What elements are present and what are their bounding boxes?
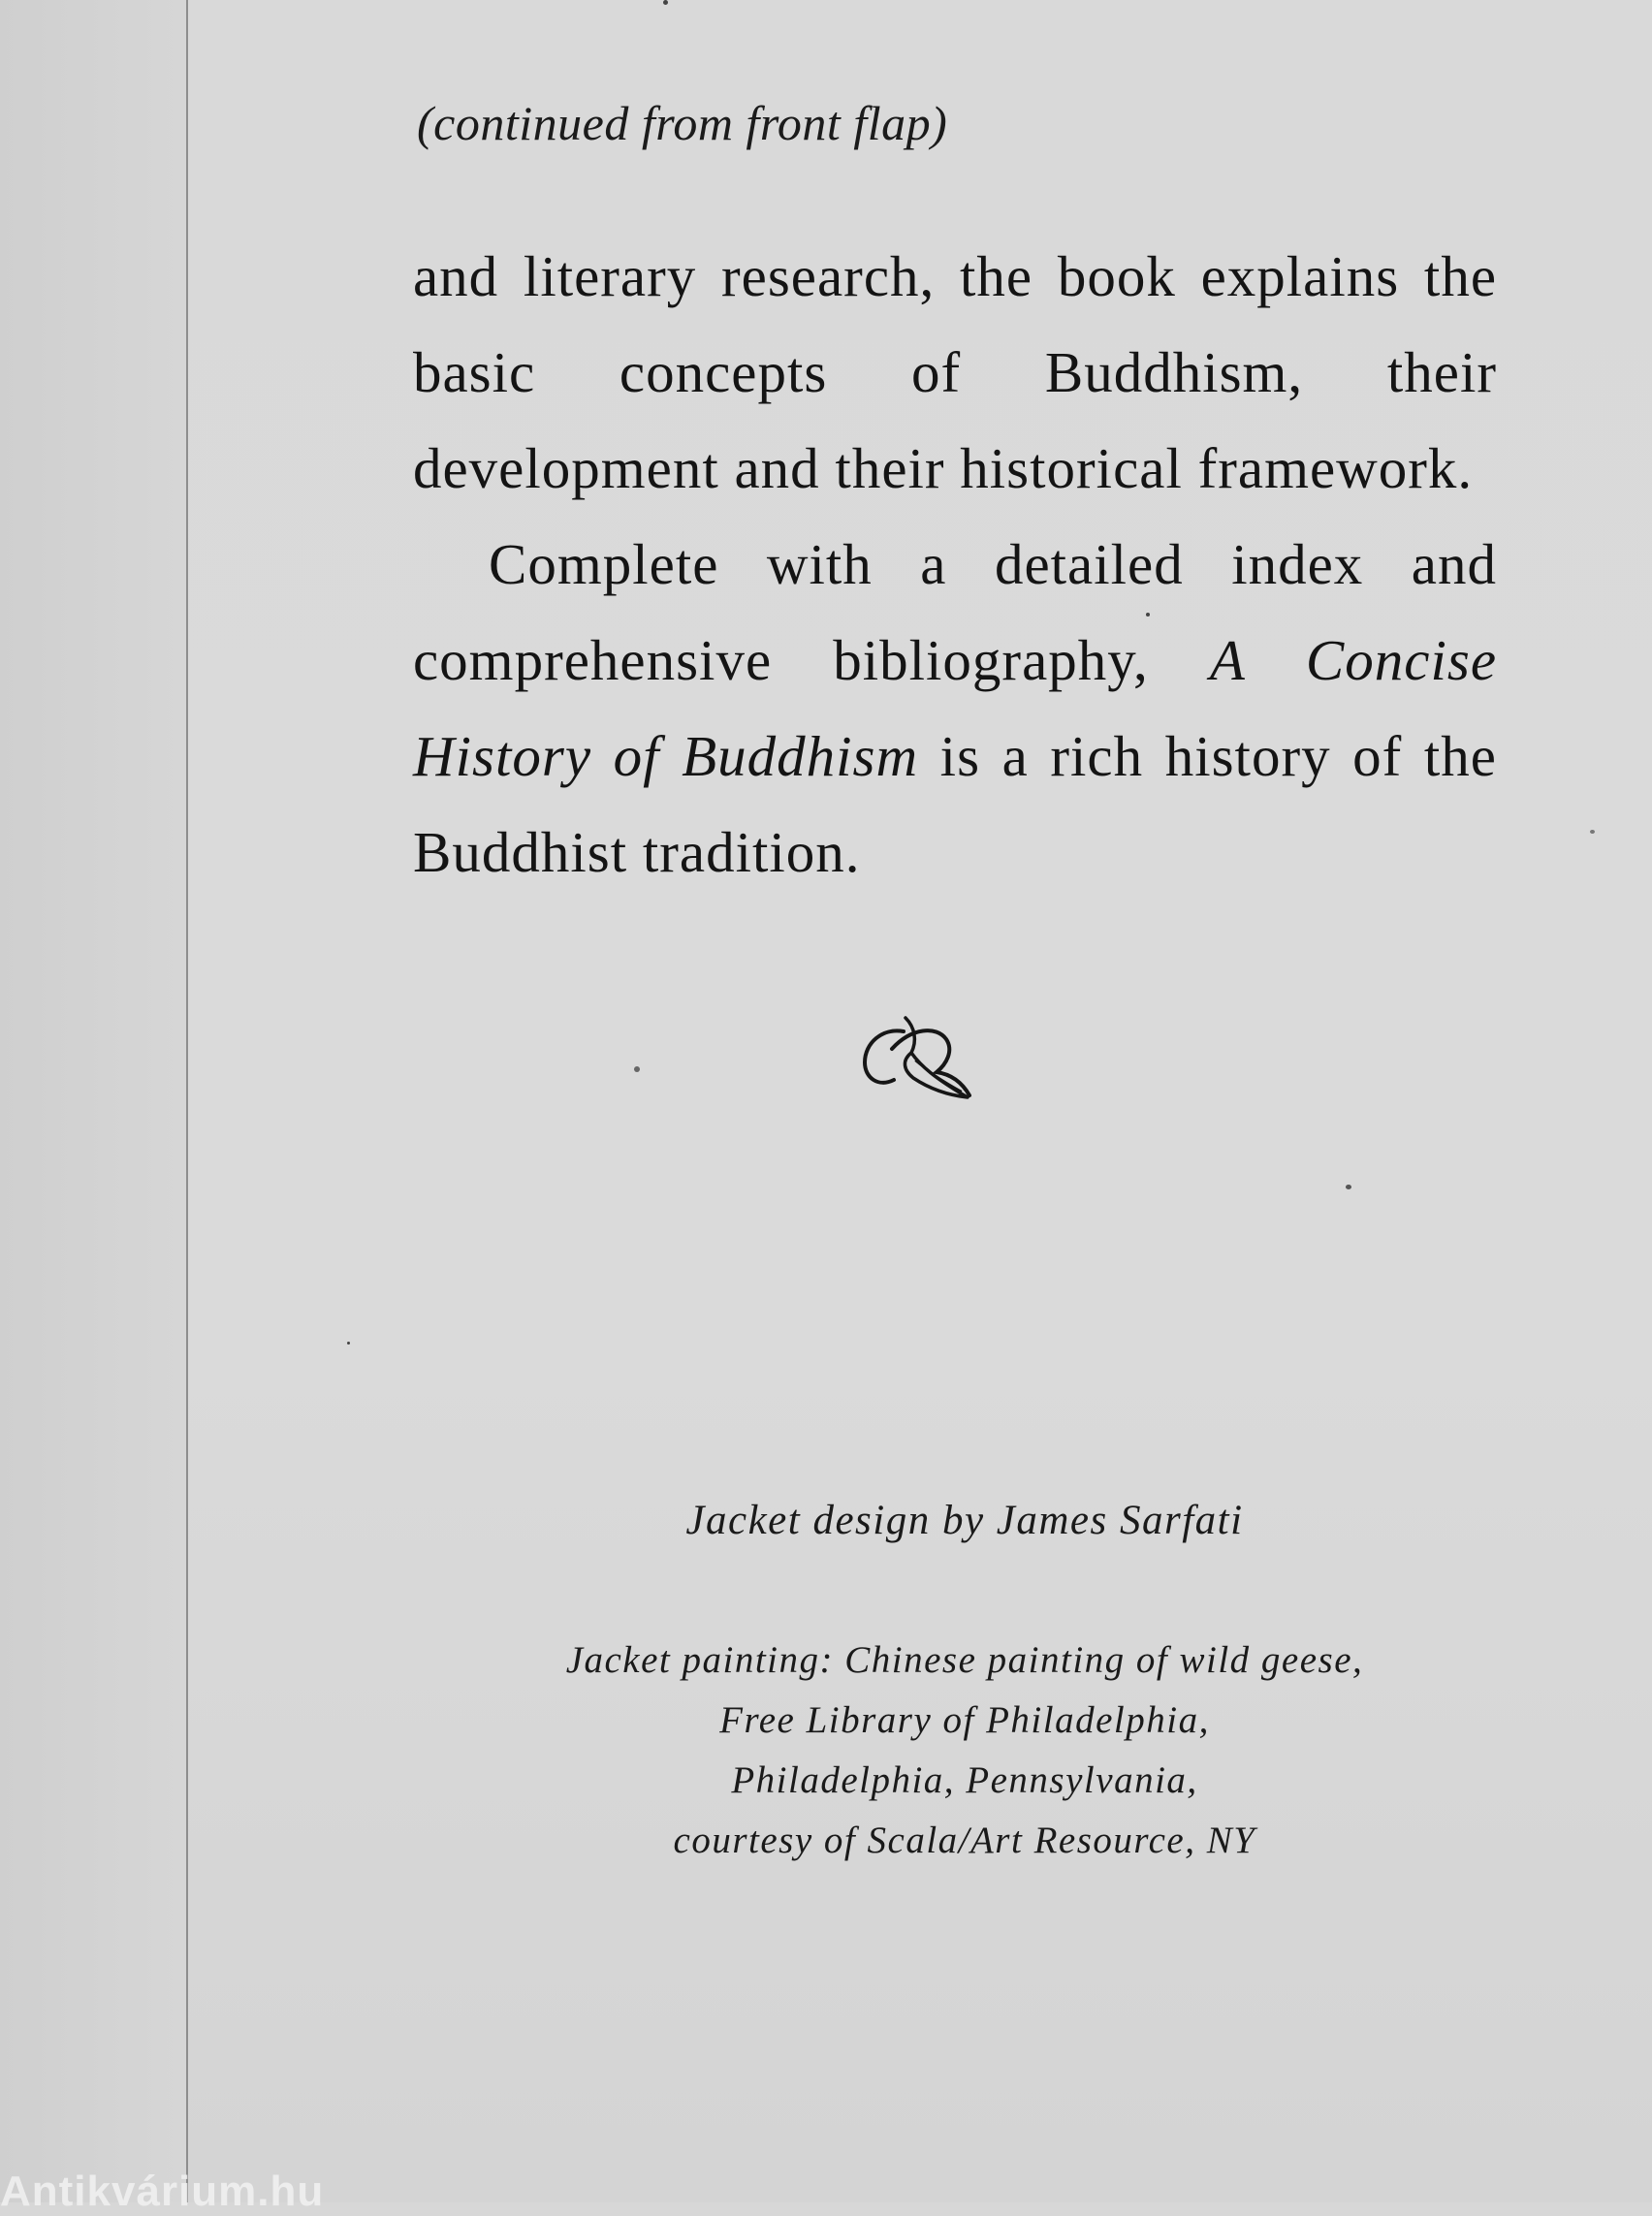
flap-body-text bbox=[413, 229, 1497, 901]
painting-credit-line: courtesy of Scala/Art Resource, NY bbox=[673, 1820, 1256, 1861]
jacket-painting-credit bbox=[0, 1630, 1652, 1871]
dust-speck bbox=[1146, 613, 1150, 617]
paragraph-2 bbox=[413, 517, 1497, 901]
jacket-design-credit: Jacket design by James Sarfati bbox=[685, 1498, 1244, 1543]
painting-credit-line: Jacket painting: Chinese painting of wild geese, bbox=[565, 1639, 1364, 1681]
book-title: A Concise History of Buddhism bbox=[413, 628, 1498, 788]
paragraph-2-end: is a rich history of the Buddhist tradition. bbox=[413, 724, 1497, 884]
watermark: Antikvárium.hu bbox=[0, 2168, 325, 2215]
leaf-ornament-icon bbox=[853, 1010, 979, 1103]
paragraph-2-start: Complete with a detailed index and comprehensive bibliography, bbox=[413, 532, 1497, 692]
painting-credit-line: Philadelphia, Pennsylvania, bbox=[731, 1759, 1198, 1801]
painting-credit-line: Free Library of Philadelphia, bbox=[719, 1699, 1210, 1741]
dust-speck bbox=[347, 1342, 350, 1345]
dust-speck bbox=[634, 1066, 640, 1072]
dust-speck bbox=[663, 0, 668, 5]
dust-speck bbox=[1346, 1185, 1351, 1189]
page-left-margin bbox=[0, 0, 188, 2202]
dust-speck bbox=[1590, 830, 1595, 834]
paragraph-1: and literary research, the book explains the basic concepts of Buddhism, their development and their historical framework. bbox=[413, 244, 1497, 500]
continued-note: (continued from front flap) bbox=[417, 96, 948, 150]
